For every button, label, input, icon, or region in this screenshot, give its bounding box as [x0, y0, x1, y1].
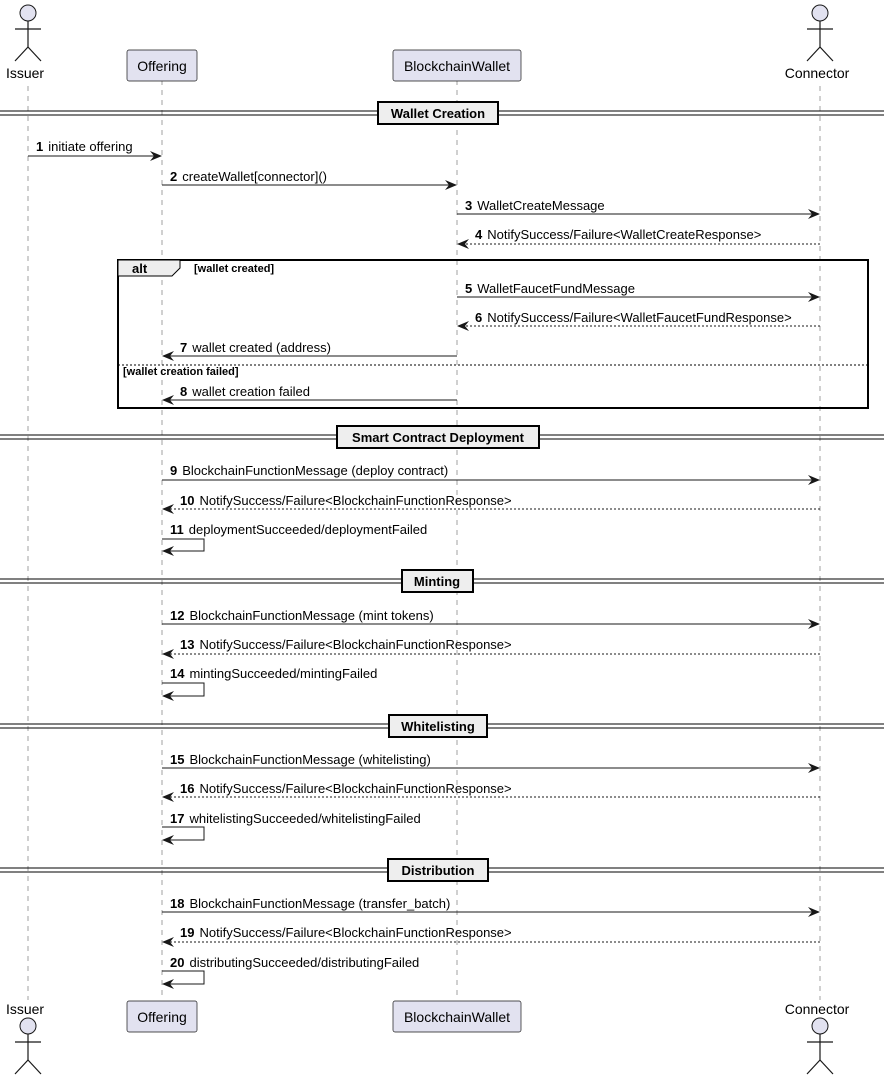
message	[163, 493, 820, 509]
section-title: Smart Contract Deployment	[352, 430, 524, 445]
message-number: 6	[475, 310, 483, 325]
participant-blockchainwallet-bottom	[393, 1001, 521, 1032]
svg-text:18BlockchainFunctionMessage (t	[170, 896, 450, 911]
message	[163, 384, 457, 400]
svg-text:7wallet created (address)	[180, 340, 331, 355]
message	[162, 608, 819, 624]
message-label: NotifySuccess/Failure<WalletCreateResponse>	[487, 227, 762, 242]
self-message	[162, 955, 419, 984]
actor-issuer-bottom	[6, 1001, 44, 1074]
svg-text:9BlockchainFunctionMessage (de	[170, 463, 448, 478]
svg-text:19NotifySuccess/Failure<Blockc	[180, 925, 512, 940]
message-label: NotifySuccess/Failure<BlockchainFunctionResponse>	[199, 493, 512, 508]
actor-figure-icon	[15, 5, 41, 61]
participant-name: BlockchainWallet	[403, 1009, 511, 1025]
message-number: 18	[170, 896, 185, 911]
participant-name: Offering	[137, 1009, 187, 1025]
alt-label: alt	[132, 261, 148, 276]
message	[163, 340, 457, 356]
message-label: BlockchainFunctionMessage (mint tokens)	[189, 608, 434, 623]
message-label: deploymentSucceeded/deploymentFailed	[188, 522, 428, 537]
participant-name: Offering	[137, 58, 187, 74]
message	[458, 227, 820, 244]
participant-blockchainwallet-top	[393, 50, 521, 81]
message-number: 2	[170, 169, 178, 184]
participant-name: Connector	[784, 1001, 850, 1017]
message-number: 20	[170, 955, 185, 970]
participant-name: Issuer	[5, 65, 45, 81]
message-number: 5	[465, 281, 473, 296]
svg-text:11deploymentSucceeded/deployme	[170, 522, 427, 537]
actor-connector-bottom	[785, 1001, 850, 1074]
message-number: 17	[170, 811, 185, 826]
svg-text:6NotifySuccess/Failure<WalletF	[475, 310, 792, 325]
message	[162, 752, 819, 768]
message-label: NotifySuccess/Failure<BlockchainFunctionResponse>	[199, 925, 512, 940]
message-label: BlockchainFunctionMessage (whitelisting)	[189, 752, 431, 767]
message-number: 9	[170, 463, 178, 478]
svg-text:12BlockchainFunctionMessage (m	[170, 608, 434, 623]
message-number: 1	[36, 139, 44, 154]
message-label: NotifySuccess/Failure<WalletFaucetFundResponse>	[487, 310, 792, 325]
svg-text:16NotifySuccess/Failure<Blockc	[180, 781, 512, 796]
message-number: 4	[475, 227, 483, 242]
svg-text:13NotifySuccess/Failure<Blockc	[180, 637, 512, 652]
self-message	[162, 811, 421, 840]
message-label: initiate offering	[48, 139, 133, 154]
message-number: 14	[170, 666, 185, 681]
message-label: createWallet[connector]()	[182, 169, 327, 184]
message-label: NotifySuccess/Failure<BlockchainFunctionResponse>	[199, 781, 512, 796]
message-label: BlockchainFunctionMessage (deploy contract)	[182, 463, 449, 478]
section-title: Wallet Creation	[390, 106, 486, 121]
section-divider-minting	[0, 570, 884, 592]
svg-text:1initiate offering	[36, 139, 133, 154]
section-divider-distribution	[0, 859, 884, 881]
message-number: 10	[180, 493, 195, 508]
actor-issuer-top	[6, 5, 44, 81]
message-number: 7	[180, 340, 188, 355]
message	[163, 781, 820, 797]
message-number: 13	[180, 637, 195, 652]
participant-offering-bottom	[127, 1001, 197, 1032]
message	[457, 281, 819, 297]
actor-connector-top	[785, 5, 850, 81]
section-divider-wallet-creation	[0, 102, 884, 124]
section-title: Whitelisting	[401, 719, 475, 734]
svg-text:20distributingSucceeded/distri	[170, 955, 419, 970]
svg-text:8wallet creation failed	[180, 384, 310, 399]
participant-name: BlockchainWallet	[403, 58, 511, 74]
message	[162, 896, 819, 912]
message-number: 15	[170, 752, 185, 767]
message-label: wallet creation failed	[192, 384, 311, 399]
message	[163, 925, 820, 942]
self-message	[162, 666, 377, 696]
message-label: WalletCreateMessage	[477, 198, 605, 213]
participant-name: Connector	[784, 65, 850, 81]
message-label: WalletFaucetFundMessage	[477, 281, 635, 296]
actor-figure-icon	[15, 1018, 41, 1074]
message-label: wallet created (address)	[192, 340, 331, 355]
message-label: distributingSucceeded/distributingFailed	[189, 955, 420, 970]
message-number: 19	[180, 925, 195, 940]
participant-name: Issuer	[5, 1001, 45, 1017]
message	[162, 463, 819, 480]
message-label: mintingSucceeded/mintingFailed	[189, 666, 378, 681]
message	[28, 139, 161, 156]
else-guard: [wallet creation failed]	[123, 366, 239, 378]
message-label: NotifySuccess/Failure<BlockchainFunctionResponse>	[199, 637, 512, 652]
message-number: 12	[170, 608, 185, 623]
svg-text:10NotifySuccess/Failure<Blockc	[180, 493, 512, 508]
svg-text:3WalletCreateMessage	[465, 198, 605, 213]
message	[458, 310, 820, 326]
participant-offering-top	[127, 50, 197, 81]
message	[163, 637, 820, 654]
actor-figure-icon	[807, 5, 833, 61]
svg-text:15BlockchainFunctionMessage (w	[170, 752, 431, 767]
section-title: Minting	[413, 574, 461, 589]
message-number: 16	[180, 781, 195, 796]
actor-figure-icon	[807, 1018, 833, 1074]
svg-text:2createWallet[connector]()	[170, 169, 327, 184]
alt-guard: [wallet created]	[194, 263, 275, 275]
svg-text:14mintingSucceeded/mintingFail	[170, 666, 377, 681]
message	[162, 169, 456, 185]
message	[457, 198, 819, 214]
self-message	[162, 522, 427, 551]
svg-text:17whitelistingSucceeded/whitel	[170, 811, 421, 826]
message-number: 11	[170, 522, 184, 537]
section-divider-smart-contract-deployment	[0, 426, 884, 448]
message-number: 8	[180, 384, 188, 399]
message-label: BlockchainFunctionMessage (transfer_batch)	[189, 896, 451, 911]
section-title: Distribution	[401, 863, 475, 878]
svg-text:5WalletFaucetFundMessage	[465, 281, 635, 296]
svg-text:4NotifySuccess/Failure<WalletC	[475, 227, 761, 242]
message-label: whitelistingSucceeded/whitelistingFailed	[189, 811, 421, 826]
section-divider-whitelisting	[0, 715, 884, 737]
message-number: 3	[465, 198, 473, 213]
